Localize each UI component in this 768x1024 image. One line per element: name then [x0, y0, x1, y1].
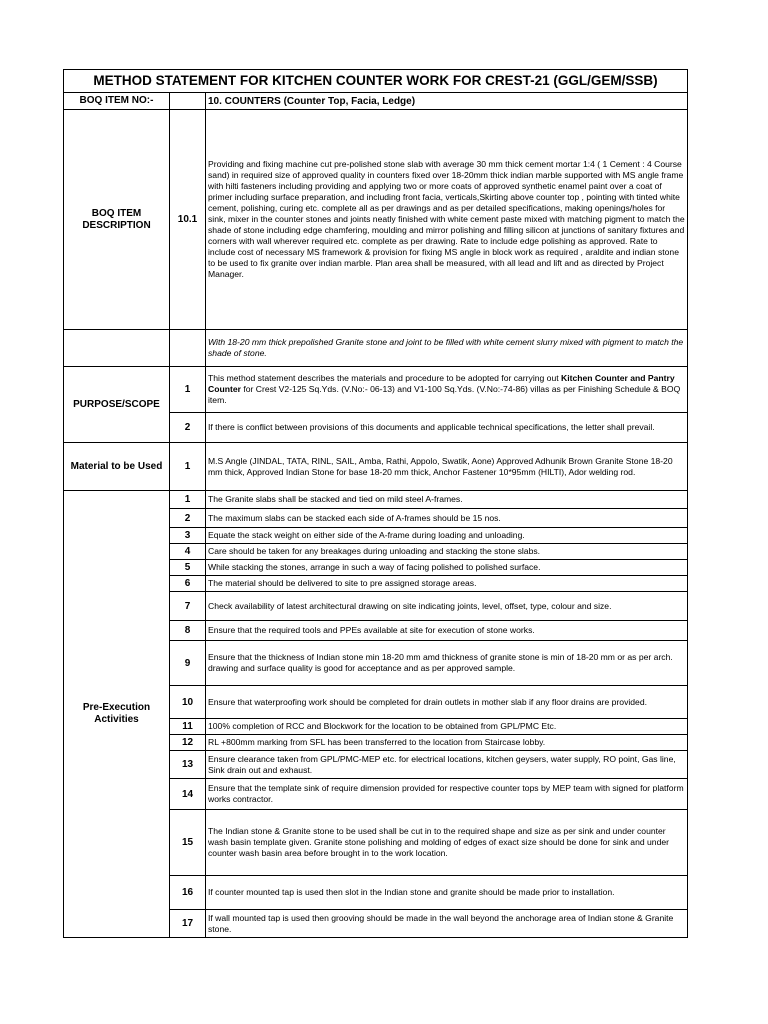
pre-execution-number: 7	[170, 592, 206, 621]
pre-execution-number: 5	[170, 560, 206, 576]
pre-execution-text: Check availability of latest architectural drawing on site indicating joints, level, offset, type, colour and size.	[206, 592, 688, 621]
material-number: 1	[170, 443, 206, 491]
pre-execution-text: Equate the stack weight on either side of the A-frame during loading and unloading.	[206, 528, 688, 544]
pre-execution-number: 8	[170, 621, 206, 641]
boq-note-blank-num	[170, 330, 206, 367]
pre-execution-text: Ensure clearance taken from GPL/PMC-MEP etc. for electrical locations, kitchen geysers, water supply, RO point, Gas line, Sink drain out and exhaust.	[206, 751, 688, 779]
pre-execution-number: 15	[170, 810, 206, 876]
boq-item-no-value	[170, 93, 206, 110]
title-row	[64, 70, 688, 93]
pre-execution-text: Care should be taken for any breakages during unloading and stacking the stone slabs.	[206, 544, 688, 560]
boq-description-text: Providing and fixing machine cut pre-polished stone slab with average 30 mm thick cement mortar 1:4 ( 1 Cement : 4 Course sand) in required size of approved quality in counters fixed over 18-20mm thick indian marble supported with MS angle frame with hilti fasteners including providing and applying two or more coats of approved synthetic enamel paint over a coat of primer including surface preparation, and including front facia, verticals,Skirting above counter top , pointing with tinted white cement, polishing, curing etc. complete all as per drawings and as per detailed specifications, making openings/holes for sink, mixer in the counter stones and joints neatly finished with white cement paste mixed with matching pigment to match the shade of stone including edge chamfering, moulding and mirror polishing and filling silicon at junctions of sanitary fixtures and corners with wall wherever required etc. complete as per drawing. Rate to include edge polishing as approved. Rate to include cost of necessary MS framework & provision for fixing MS angle in block work as required , araldite and indian stone to be used to fix granite over indian marble. Plan area shall be measured, with all lead and lift and as directed by Project Manager.	[206, 110, 688, 330]
boq-heading: 10. COUNTERS (Counter Top, Facia, Ledge)	[206, 93, 688, 110]
material-text: M.S Angle (JINDAL, TATA, RINL, SAIL, Amba, Rathi, Appolo, Swatik, Aone) Approved Adhunik Brown Granite Stone 18-20 mm thick, Approved Indian Stone for base 18-20 mm thick, Anchor Fastener 10*95mm (HILTI), Ador welding rod.	[206, 443, 688, 491]
pre-execution-number: 12	[170, 735, 206, 751]
boq-description-row	[64, 110, 688, 330]
boq-description-label: BOQ ITEM DESCRIPTION	[64, 110, 170, 330]
pre-execution-text: If wall mounted tap is used then grooving should be made in the wall beyond the anchorage area of Indian stone & Granite stone.	[206, 910, 688, 938]
pre-execution-number: 14	[170, 779, 206, 810]
purpose-label: PURPOSE/SCOPE	[64, 367, 170, 443]
purpose-item-number: 1	[170, 367, 206, 413]
boq-note-row	[64, 330, 688, 367]
pre-execution-number: 6	[170, 576, 206, 592]
pre-execution-text: RL +800mm marking from SFL has been transferred to the location from Staircase lobby.	[206, 735, 688, 751]
boq-item-no-label: BOQ ITEM NO:-	[64, 93, 170, 110]
pre-execution-number: 11	[170, 719, 206, 735]
pre-execution-label: Pre-Execution Activities	[64, 491, 170, 938]
purpose-item-text-post: for Crest V2-125 Sq.Yds. (V.No:- 06-13) and V1-100 Sq.Yds. (V.No:-74-86) villas as per Finishing Schedule & BOQ item.	[208, 384, 681, 405]
pre-execution-text: 100% completion of RCC and Blockwork for the location to be obtained from GPL/PMC Etc.	[206, 719, 688, 735]
purpose-row-1	[64, 367, 688, 413]
purpose-item-text-pre: This method statement describes the materials and procedure to be adopted for carrying out	[208, 373, 562, 383]
pre-execution-text: While stacking the stones, arrange in such a way of facing polished to polished surface.	[206, 560, 688, 576]
pre-execution-text: The material should be delivered to site to pre assigned storage areas.	[206, 576, 688, 592]
pre-execution-text: Ensure that the thickness of Indian stone min 18-20 mm amd thickness of granite stone is min of 18-20 mm or as per arch. drawing and surface quality is good for acceptance and as per approved sample.	[206, 641, 688, 686]
pre-execution-number: 4	[170, 544, 206, 560]
method-statement-table	[63, 69, 688, 938]
pre-execution-row	[64, 491, 688, 509]
purpose-item-text-bold: Kitchen Counter and Pantry Counter	[208, 373, 675, 394]
boq-note-blank	[64, 330, 170, 367]
purpose-item-text: If there is conflict between provisions of this documents and applicable technical specifications, the letter shall prevail.	[206, 413, 688, 443]
boq-item-no-row	[64, 93, 688, 110]
pre-execution-text: Ensure that the required tools and PPEs available at site for execution of stone works.	[206, 621, 688, 641]
pre-execution-number: 17	[170, 910, 206, 938]
pre-execution-number: 1	[170, 491, 206, 509]
pre-execution-text: Ensure that the template sink of require dimension provided for respective counter tops by MEP team with signed for platform works contractor.	[206, 779, 688, 810]
pre-execution-text: The Granite slabs shall be stacked and tied on mild steel A-frames.	[206, 491, 688, 509]
document-title: METHOD STATEMENT FOR KITCHEN COUNTER WORK FOR CREST-21 (GGL/GEM/SSB)	[64, 70, 688, 93]
pre-execution-number: 2	[170, 509, 206, 528]
pre-execution-text: The maximum slabs can be stacked each side of A-frames should be 15 nos.	[206, 509, 688, 528]
purpose-item-number: 2	[170, 413, 206, 443]
pre-execution-number: 16	[170, 876, 206, 910]
pre-execution-number: 13	[170, 751, 206, 779]
pre-execution-text: The Indian stone & Granite stone to be used shall be cut in to the required shape and size as per sink and under counter wash basin template given. Granite stone polishing and molding of edges of exact size should be done for sink and under counter wash basin area before brought in to the work location.	[206, 810, 688, 876]
pre-execution-text: If counter mounted tap is used then slot in the Indian stone and granite should be made prior to installation.	[206, 876, 688, 910]
material-row	[64, 443, 688, 491]
pre-execution-number: 10	[170, 686, 206, 719]
boq-note-text: With 18-20 mm thick prepolished Granite stone and joint to be filled with white cement slurry mixed with pigment to match the shade of stone.	[206, 330, 688, 367]
boq-description-number: 10.1	[170, 110, 206, 330]
pre-execution-text: Ensure that waterproofing work should be completed for drain outlets in mother slab if any floor drains are provided.	[206, 686, 688, 719]
pre-execution-number: 3	[170, 528, 206, 544]
pre-execution-number: 9	[170, 641, 206, 686]
material-label: Material to be Used	[64, 443, 170, 491]
purpose-item-text	[206, 367, 688, 413]
